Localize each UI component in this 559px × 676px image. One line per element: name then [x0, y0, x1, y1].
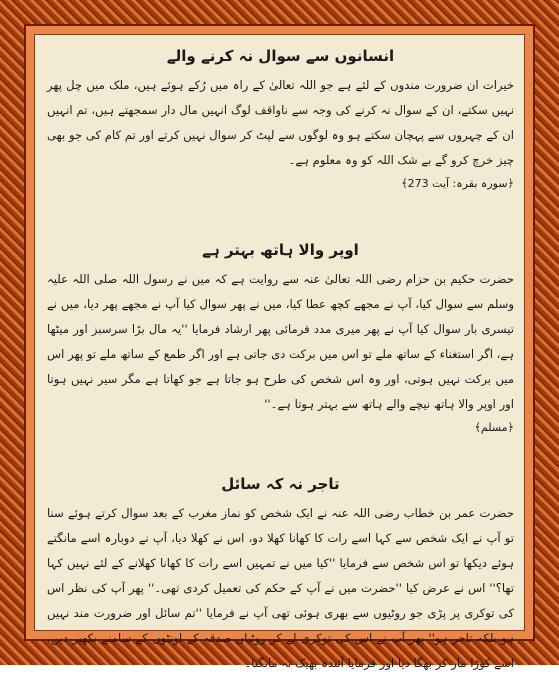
- section-1-body: خیرات ان ضرورت مندوں کے لئے ہے جو اللہ تعالیٰ کے راہ میں رُکے ہوئے ہیں، ملک میں چل پھر نہیں سکتے، ان کے سوال نہ کرنے کی وجہ سے ناواقف لوگ انہیں مال دار سمجھتے ہیں، تم انہیں ان کے چہروں سے پہچان سکتے ہو وہ لوگوں سے لپٹ کر سوال نہیں کرتے اور تم کام کی جو بھی چیز خرچ کرو گے بے شک اللہ کو وہ معلوم ہے۔: [47, 78, 514, 167]
- document-page: [34, 34, 525, 670]
- section-2-body: حضرت حکیم بن حزام رضی اللہ تعالیٰ عنہ سے روایت ہے کہ میں نے رسول اللہ صلی اللہ علیہ وسلم سے سوال کیا، آپ نے مجھے کچھ عطا کیا، میں نے پھر سوال کیا آپ نے مجھے پھر دیا، میں نے تیسری بار سوال کیا آپ نے پھر میری مدد فرمائی پھر ارشاد فرمایا ''یہ مال بڑا سرسبز اور میٹھا ہے، اگر استغناء کے ساتھ ملے تو اس میں برکت دی جاتی ہے اور اگر طمع کے ساتھ ملے تو پھر اس میں برکت نہیں ہوتی، اور وہ اس شخص کی طرح ہو جاتا ہے جو کھاتا ہے مگر سیر نہیں ہوتا اور اوپر والا ہاتھ نیچے والے ہاتھ سے بہتر ہوتا ہے۔'': [47, 272, 514, 411]
- section-3-body: حضرت عمر بن خطاب رضی اللہ عنہ نے ایک شخص کو نماز مغرب کے بعد سوال کرتے ہوئے سنا تو آپ نے ایک شخص سے کہا اسے رات کا کھانا کھلا دو، اس نے کھلا دیا، آپ نے دوبارہ اسے مانگتے ہوئے دیکھا تو اس شخص سے فرمایا ''کیا میں نے تمہیں اسے رات کا کھانا کھلانے کے لئے نہیں کہا تھا؟'' اس نے عرض کیا ''حضرت میں نے آپ کے حکم کی تعمیل کردی تھی۔'' پھر آپ کی نظر اس کی توکری پر پڑی جو روٹیوں سے بھری ہوئی تھی آپ نے فرمایا ''تم سائل اور ضرورت مند نہیں ہو بلکہ تاجر ہو'' پھر آپ نے اس کی توکری لے کر روٹیاں صدقہ کے اونٹوں کے سامنے بکھیر دیں، اسے کوڑا مار کر بھگا دیا اور فرمایا آئندہ بھیک نہ مانگنا۔: [47, 506, 514, 670]
- section-spacer: [47, 195, 514, 239]
- section-spacer: [47, 439, 514, 473]
- section-3-title: تاجر نہ کہ سائل: [221, 475, 340, 493]
- section-1-reference: ﴿سورہ بقرہ: آیت 273﴾: [401, 177, 514, 190]
- section-1-title: انسانوں سے سوال نہ کرنے والے: [166, 47, 395, 65]
- document-content: [47, 45, 514, 676]
- section-2-reference: ﴿مسلم﴾: [474, 421, 514, 434]
- section-2-title: اوپر والا ہاتھ بہتر ہے: [202, 241, 359, 259]
